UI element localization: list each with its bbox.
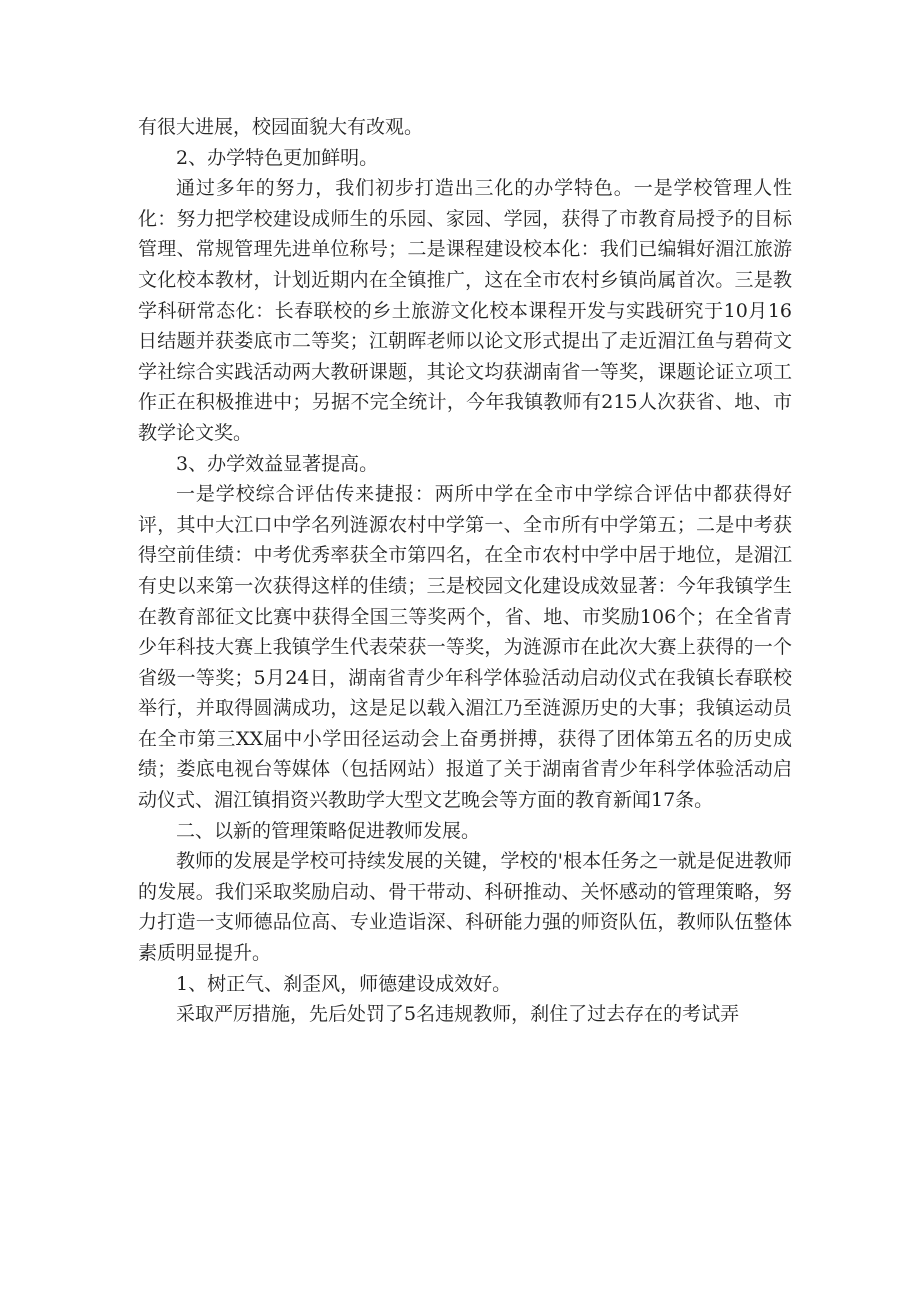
document-page (138, 112, 792, 1030)
paragraph-continuation: 有很大进展，校园面貌大有改观。 (138, 116, 424, 138)
section-heading-school-benefits: 3、办学效益显著提高。 (176, 452, 379, 475)
paragraph-school-features: 通过多年的努力，我们初步打造出三化的办学特色。一是学校管理人性化：努力把学校建设成师生的乐园、家园、学园，获得了市教育局授予的目标管理、常规管理先进单位称号；二是课程建设校本化：我们已编辑好湄江旅游文化校本教材，计划近期内在全镇推广，这在全市农村乡镇尚属首次。三是教学科研常态化：长春联校的乡土旅游文化校本课程开发与实践研究于10月16日结题并获娄底市二等奖；江朝晖老师以论文形式提出了走近湄江鱼与碧荷文学社综合实践活动两大教研课题，其论文均获湖南省一等奖，课题论证立项工作正在积极推进中；另据不完全统计，今年我镇教师有215人次获省、地、市教学论文奖。 (138, 177, 792, 444)
paragraph-school-benefits: 一是学校综合评估传来捷报：两所中学在全市中学综合评估中都获得好评，其中大江口中学名列涟源农村中学第一、全市所有中学第五；二是中考获得空前佳绩：中考优秀率获全市第四名，在全市农村中学中居于地位，是湄江有史以来第一次获得这样的佳绩；三是校园文化建设成效显著：今年我镇学生在教育部征文比赛中获得全国三等奖两个，省、地、市奖励106个；在全省青少年科技大赛上我镇学生代表荣获一等奖，为涟源市在此次大赛上获得的一个省级一等奖；5月24日，湖南省青少年科学体验活动启动仪式在我镇长春联校举行，并取得圆满成功，这是足以载入湄江乃至涟源历史的大事；我镇运动员在全市第三XX届中小学田径运动会上奋勇拼搏，获得了团体第五名的历史成绩；娄底电视台等媒体（包括网站）报道了关于湖南省青少年科学体验活动启动仪式、湄江镇捐资兴教助学大型文艺晚会等方面的教育新闻17条。 (138, 483, 792, 812)
section-heading-teacher-ethics: 1、树正气、刹歪风，师德建设成效好。 (176, 972, 512, 995)
section-heading-school-features: 2、办学特色更加鲜明。 (176, 146, 379, 169)
section-heading-teacher-development: 二、以新的管理策略促进教师发展。 (176, 819, 481, 842)
paragraph-teacher-development: 教师的发展是学校可持续发展的关键，学校的'根本任务之一就是促进教师的发展。我们采取奖励启动、骨干带动、科研推动、关怀感动的管理策略，努力打造一支师德品位高、专业造诣深、科研能力强的师资队伍，教师队伍整体素质明显提升。 (138, 850, 792, 965)
paragraph-teacher-ethics: 采取严厉措施，先后处罚了5名违规教师，刹住了过去存在的考试弄 (176, 1003, 740, 1026)
